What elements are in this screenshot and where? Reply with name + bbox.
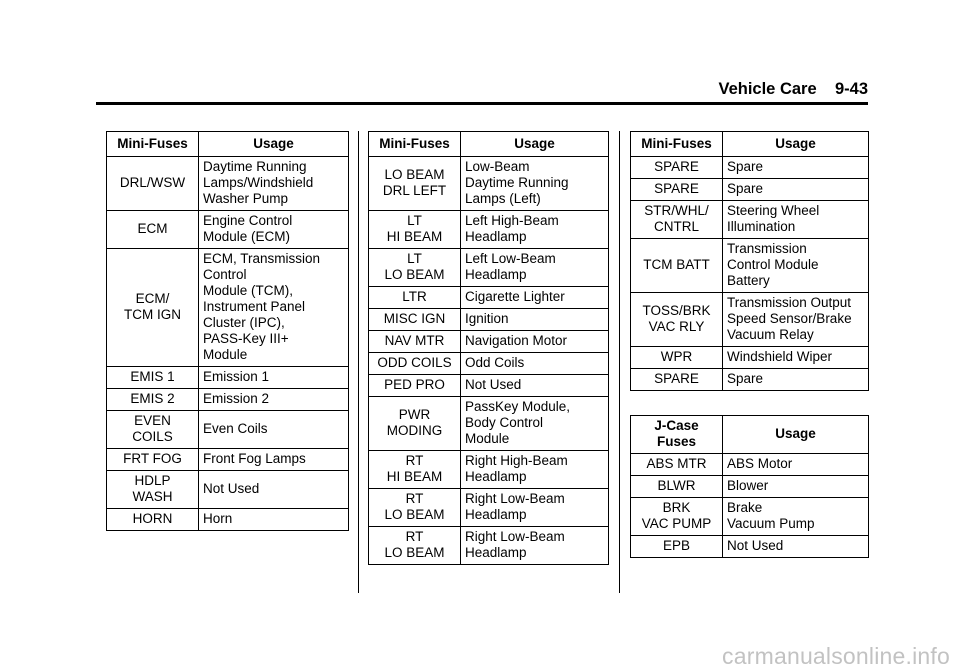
table-row (631, 536, 869, 558)
table-row (631, 179, 869, 201)
header-fuse-name: J-Case Fuses (631, 416, 723, 454)
header-fuse-name: Mini-Fuses (631, 132, 723, 157)
fuse-usage: Steering Wheel Illumination (723, 201, 869, 239)
fuse-name: FRT FOG (107, 449, 199, 471)
fuse-usage: Left High-Beam Headlamp (461, 211, 609, 249)
fuse-name: HDLP WASH (107, 471, 199, 509)
table-row (369, 157, 609, 211)
fuse-usage: Daytime Running Lamps/Windshield Washer Pump (199, 157, 349, 211)
fuse-usage: Engine Control Module (ECM) (199, 211, 349, 249)
fuse-name: LT LO BEAM (369, 249, 461, 287)
table-row (631, 157, 869, 179)
fuse-name: HORN (107, 509, 199, 531)
table-row (631, 347, 869, 369)
fuse-name: ECM/ TCM IGN (107, 249, 199, 367)
fuse-name: BLWR (631, 476, 723, 498)
fuse-name: TOSS/BRK VAC RLY (631, 293, 723, 347)
fuse-usage: Odd Coils (461, 353, 609, 375)
fuse-name: DRL/WSW (107, 157, 199, 211)
table-header-row (631, 132, 869, 157)
table-row (369, 309, 609, 331)
table-row (107, 211, 349, 249)
fuse-table-mini-fuses-3 (630, 131, 869, 391)
fuse-table-j-case-fuses (630, 415, 869, 558)
fuse-usage: Not Used (199, 471, 349, 509)
fuse-usage: Blower (723, 476, 869, 498)
fuse-name: SPARE (631, 157, 723, 179)
fuse-usage: Transmission Control Module Battery (723, 239, 869, 293)
table-header-row (107, 132, 349, 157)
fuse-name: TCM BATT (631, 239, 723, 293)
fuse-name: LT HI BEAM (369, 211, 461, 249)
table-row (631, 454, 869, 476)
header-usage: Usage (723, 416, 869, 454)
table-header-row (369, 132, 609, 157)
table-row (369, 287, 609, 309)
fuse-name: STR/WHL/ CNTRL (631, 201, 723, 239)
table-row (107, 157, 349, 211)
fuse-usage: PassKey Module, Body Control Module (461, 397, 609, 451)
header-usage: Usage (461, 132, 609, 157)
fuse-usage: Spare (723, 179, 869, 201)
table-row (107, 367, 349, 389)
table-row (631, 476, 869, 498)
table-row (107, 449, 349, 471)
table-row (369, 375, 609, 397)
fuse-usage: ECM, Transmission Control Module (TCM), Instrument Panel Cluster (IPC), PASS-Key III+ Module (199, 249, 349, 367)
fuse-name: RT HI BEAM (369, 451, 461, 489)
fuse-usage: Right High-Beam Headlamp (461, 451, 609, 489)
header-fuse-name: Mini-Fuses (369, 132, 461, 157)
fuse-name: LTR (369, 287, 461, 309)
header-fuse-name: Mini-Fuses (107, 132, 199, 157)
header-usage: Usage (199, 132, 349, 157)
fuse-name: EPB (631, 536, 723, 558)
fuse-usage: Spare (723, 369, 869, 391)
table-row (107, 389, 349, 411)
table-row (631, 293, 869, 347)
table-row (631, 369, 869, 391)
table-row (369, 451, 609, 489)
table-row (107, 509, 349, 531)
fuse-usage: Ignition (461, 309, 609, 331)
table-row (369, 353, 609, 375)
fuse-usage: Brake Vacuum Pump (723, 498, 869, 536)
page-title: Vehicle Care 9-43 (718, 80, 868, 98)
table-row (369, 331, 609, 353)
fuse-name: EVEN COILS (107, 411, 199, 449)
fuse-name: LO BEAM DRL LEFT (369, 157, 461, 211)
fuse-name: RT LO BEAM (369, 527, 461, 565)
fuse-name: SPARE (631, 369, 723, 391)
table-header-row (631, 416, 869, 454)
fuse-usage: Cigarette Lighter (461, 287, 609, 309)
table-row (369, 527, 609, 565)
table-row (107, 471, 349, 509)
fuse-name: RT LO BEAM (369, 489, 461, 527)
fuse-name: ODD COILS (369, 353, 461, 375)
fuse-name: MISC IGN (369, 309, 461, 331)
page-header (96, 78, 868, 105)
fuse-usage: Right Low-Beam Headlamp (461, 527, 609, 565)
table-row (369, 489, 609, 527)
fuse-name: ECM (107, 211, 199, 249)
fuse-table-mini-fuses-2 (368, 131, 609, 565)
fuse-table-mini-fuses-1 (106, 131, 349, 531)
table-row (107, 411, 349, 449)
fuse-usage: Not Used (461, 375, 609, 397)
fuse-usage: Front Fog Lamps (199, 449, 349, 471)
fuse-name: PED PRO (369, 375, 461, 397)
fuse-usage: Windshield Wiper (723, 347, 869, 369)
table-row (369, 249, 609, 287)
fuse-usage: Left Low-Beam Headlamp (461, 249, 609, 287)
fuse-usage: Even Coils (199, 411, 349, 449)
header-usage: Usage (723, 132, 869, 157)
watermark: carmanualsonline.info (722, 643, 950, 669)
fuse-usage: Low-Beam Daytime Running Lamps (Left) (461, 157, 609, 211)
fuse-usage: Navigation Motor (461, 331, 609, 353)
fuse-name: WPR (631, 347, 723, 369)
fuse-usage: Spare (723, 157, 869, 179)
table-row (369, 397, 609, 451)
fuse-name: ABS MTR (631, 454, 723, 476)
table-row (631, 201, 869, 239)
table-row (107, 249, 349, 367)
table-row (369, 211, 609, 249)
fuse-name: PWR MODING (369, 397, 461, 451)
table-row (631, 498, 869, 536)
fuse-usage: Emission 1 (199, 367, 349, 389)
fuse-name: EMIS 1 (107, 367, 199, 389)
fuse-name: SPARE (631, 179, 723, 201)
fuse-name: BRK VAC PUMP (631, 498, 723, 536)
fuse-usage: Right Low-Beam Headlamp (461, 489, 609, 527)
fuse-name: EMIS 2 (107, 389, 199, 411)
column-divider-1 (358, 131, 359, 593)
fuse-usage: Emission 2 (199, 389, 349, 411)
table-row (631, 239, 869, 293)
fuse-usage: Horn (199, 509, 349, 531)
fuse-usage: Not Used (723, 536, 869, 558)
fuse-usage: ABS Motor (723, 454, 869, 476)
column-divider-2 (619, 131, 620, 593)
fuse-usage: Transmission Output Speed Sensor/Brake Vacuum Relay (723, 293, 869, 347)
fuse-name: NAV MTR (369, 331, 461, 353)
